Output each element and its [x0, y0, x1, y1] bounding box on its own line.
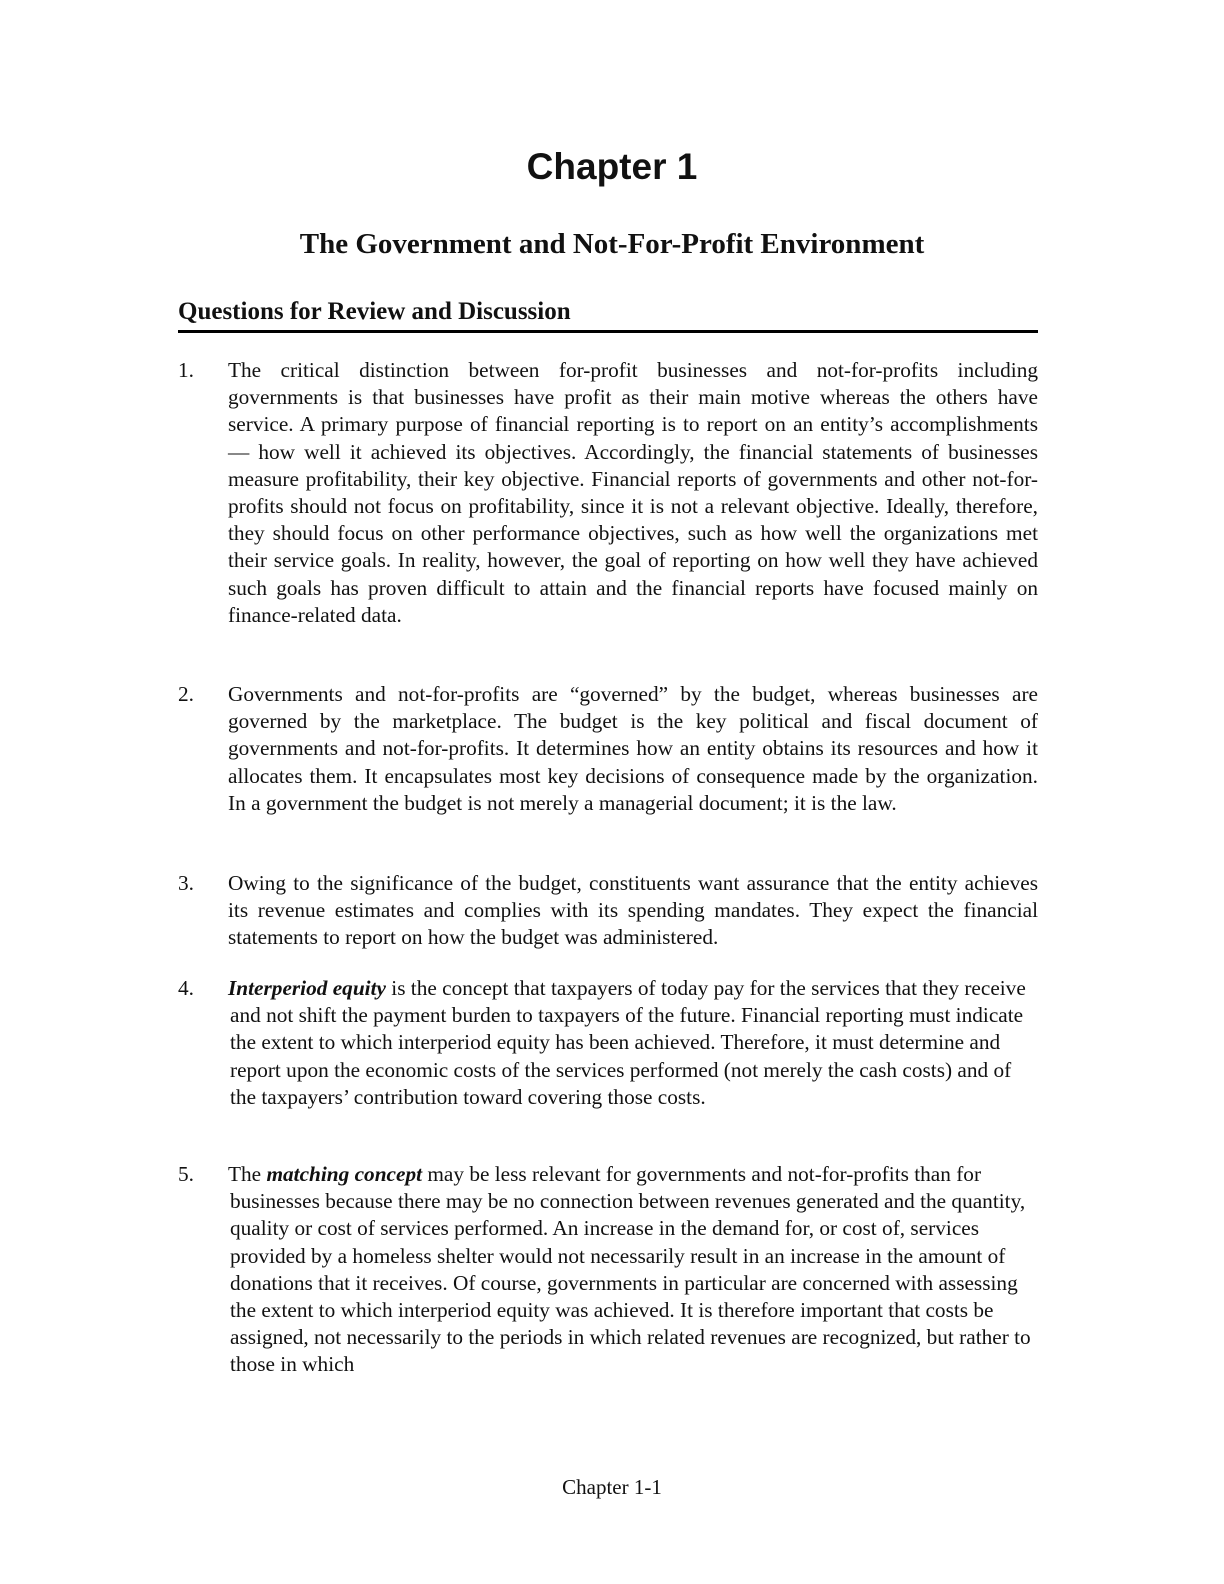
- question-number: 1.: [178, 358, 194, 382]
- question-5: [178, 1161, 1038, 1379]
- key-term-interperiod-equity: Interperiod equity: [228, 976, 386, 1000]
- question-2: [178, 681, 1038, 817]
- question-text-rest: is the concept that taxpayers of today pay for the services that they receive and not shift the payment burden to taxpayers of the future. Financial reporting must indicate the extent to which interperiod equity has been achieved. Therefore, it must determine and report upon the economic costs of the services performed (not merely the cash costs) and of the taxpayers’ contribution toward covering those costs.: [230, 976, 1026, 1109]
- question-number: 3.: [178, 871, 194, 895]
- page-footer: Chapter 1-1: [562, 1475, 662, 1499]
- question-3: [178, 870, 1038, 952]
- question-number: 5.: [178, 1162, 194, 1186]
- question-text: Owing to the significance of the budget, constituents want assurance that the entity achieves its revenue estimates and complies with its spending mandates. They expect the financial statements to report on how the budget was administered.: [228, 871, 1038, 950]
- question-text: [230, 975, 1038, 1111]
- question-text: The critical distinction between for-profit businesses and not-for-profits including governments is that businesses have profit as their main motive whereas the others have service. A primary purpose of financial reporting is to report on an entity’s accomplishments — how well it achieved its objectives. Accordingly, the financial statements of businesses measure profitability, their key objective. Financial reports of governments and other not-for-profits should not focus on profitability, since it is not a relevant objective. Ideally, therefore, they should focus on other performance objectives, such as how well the organizations met their service goals. In reality, however, the goal of reporting on how well they have achieved such goals has proven difficult to attain and the financial reports have focused mainly on finance-related data.: [228, 358, 1038, 627]
- question-text-rest: may be less relevant for governments and not-for-profits than for businesses because there may be no connection between revenues generated and the quantity, quality or cost of services performed. An increase in the demand for, or cost of, services provided by a homeless shelter would not necessarily result in an increase in the amount of donations that it receives. Of course, governments in particular are concerned with assessing the extent to which interperiod equity was achieved. It is therefore important that costs be assigned, not necessarily to the periods in which related revenues are recognized, but rather to those in which: [230, 1162, 1031, 1377]
- question-1: [178, 357, 1038, 629]
- question-4: [178, 975, 1038, 1111]
- question-text: [230, 1161, 1038, 1379]
- section-heading: Questions for Review and Discussion: [178, 296, 1038, 333]
- question-number: 4.: [178, 976, 194, 1000]
- key-term-matching-concept: matching concept: [266, 1162, 423, 1186]
- question-text: Governments and not-for-profits are “governed” by the budget, whereas businesses are governed by the marketplace. The budget is the key political and fiscal document of governments and not-for-profits. It determines how an entity obtains its resources and how it allocates them. It encapsulates most key decisions of consequence made by the organization. In a government the budget is not merely a managerial document; it is the law.: [228, 682, 1038, 815]
- question-number: 2.: [178, 682, 194, 706]
- question-text-lead: The: [228, 1162, 267, 1186]
- chapter-title: Chapter 1: [526, 146, 698, 187]
- chapter-subtitle: The Government and Not-For-Profit Environment: [299, 228, 925, 260]
